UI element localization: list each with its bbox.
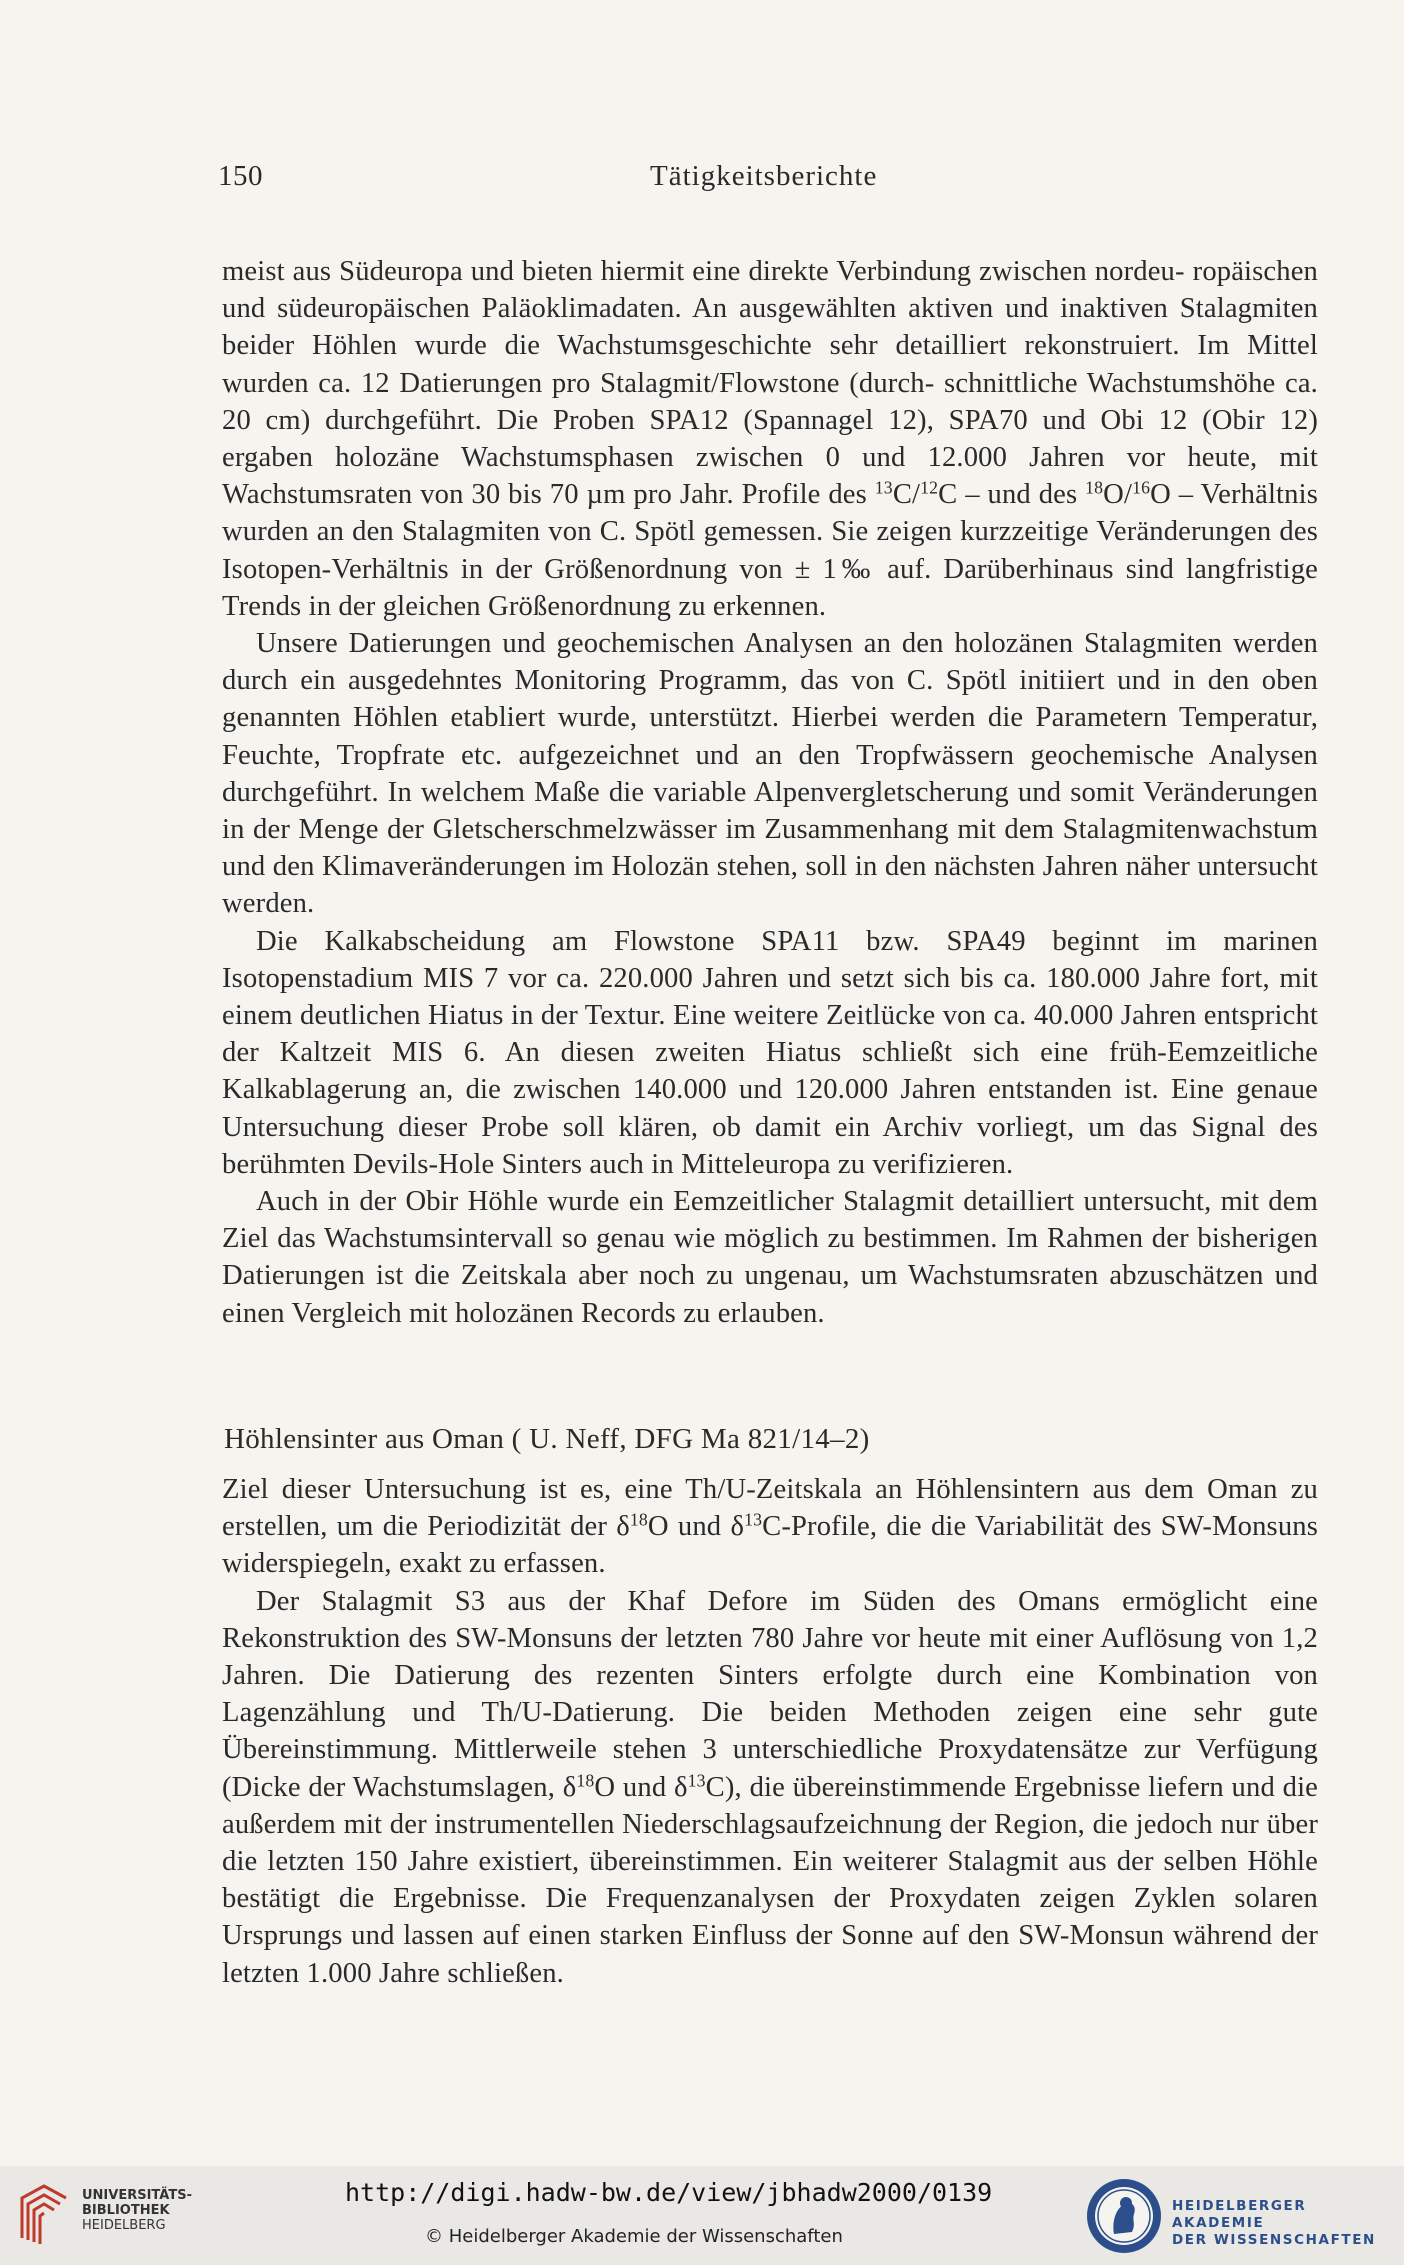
hadw-line-2: DER WISSENSCHAFTEN (1172, 2232, 1376, 2248)
copyright-notice: © Heidelberger Akademie der Wissenschaften (425, 2226, 843, 2247)
p1-line-6: 12), SPA70 und Obi 12 (Obir 12) ergaben holozäne Wachstumsphasen zwischen 0 und (222, 404, 1318, 474)
paragraph-2: Unsere Datierungen und geochemischen Analysen an den holozänen Stalagmiten werden durch ein ausgedehntes Monitoring Programm, das von C. Spötl initiiert und in den oben genannten Höhlen etabliert wurde, unterstützt. Hierbei werden die Parametern Temperatur, Feuchte, Tropfrate etc. aufgezeichnet und an den Tropfwässern geochemische Analysen durchgeführt. In welchem Maße die variable Alpenvergletscherung und somit Veränderungen in der Menge der Gletscherschmelzwässer im Zusammenhang mit dem Stalagmitenwachstum und den Klimaveränderungen im Holozän stehen, soll in den nächsten Jahren näher untersucht werden. (222, 628, 1318, 920)
p5-text-a: Ziel dieser Untersuchung ist es, eine Th/U-Zeitskala an Höhlensintern aus dem Oman zu erstellen, um die Periodizität der δ (222, 1474, 1318, 1543)
p5-text-c: C-Profile, die die Variabilität des SW-Monsuns widerspiegeln, exakt zu erfassen. (222, 1511, 1318, 1580)
ub-line-3: HEIDELBERG (82, 2218, 166, 2233)
paragraph-3: Die Kalkabscheidung am Flowstone SPA11 bzw. SPA49 beginnt im marinen Isotopenstadium MIS 7 vor ca. 220.000 Jahren und setzt sich bis ca. 180.000 Jahre fort, mit einem deutlichen Hiatus in der Textur. Eine weitere Zeitlücke von ca. 40.000 Jahren entspricht der Kaltzeit MIS 6. An diesen zweiten Hiatus schließt sich eine früh-Eemzeitliche Kalkablagerung an, die zwischen 140.000 und 120.000 Jahren entstanden ist. Eine genaue Untersuchung dieser Probe soll klären, ob damit ein Archiv vorliegt, um das Signal des berühmten Devils-Hole Sinters auch in Mitteleuropa zu verifizieren. (222, 925, 1318, 1180)
p5-text-b: O und δ (647, 1511, 745, 1543)
body-section-1 (222, 253, 1318, 1332)
p1-line-4: rekonstruiert. Im Mittel wurden ca. 12 Datierungen pro Stalagmit/Flowstone (durch- (222, 330, 1318, 399)
hadw-line-1: HEIDELBERGER AKADEMIE (1172, 2198, 1307, 2231)
p1-line-5: schnittliche Wachstumshöhe ca. 20 cm) durchgeführt. Die Proben SPA12 (Spannagel (222, 367, 1318, 436)
p1-line-7: 12.000 Jahren vor heute, mit Wachstumsraten von 30 bis 70 µm pro Jahr. Profile des (222, 442, 1318, 511)
paragraph-4: Auch in der Obir Höhle wurde ein Eemzeitlicher Stalagmit detailliert untersucht, mit dem Ziel das Wachstumsintervall so genau wie möglich zu bestimmen. Im Rahmen der bisherigen Datierungen ist die Zeitskala aber noch zu ungenau, um Wachstumsraten abzuschätzen und einen Vergleich mit holozänen Records zu erlauben. (222, 1186, 1318, 1329)
university-library-name (82, 2188, 192, 2233)
isotope-12: 12 (920, 477, 939, 498)
paragraph-6 (222, 1583, 1318, 1992)
p1-line-8d: O – Verhältnis wurden an den Stalagmiten von C. Spötl (222, 479, 1318, 548)
p6-text-a: Der Stalagmit S3 aus der Khaf Defore im Süden des Omans ermöglicht eine Rekonstruktion des SW-Monsuns der letzten 780 Jahre vor heute mit einer Auflösung von 1,2 Jahren. Die Datierung des rezenten Sinters erfolgte durch eine Kombination von Lagenzählung und Th/U-Datierung. Die beiden Methoden zeigen eine sehr gute Übereinstimmung. Mittlerweile stehen 3 unterschiedliche Proxydatensätze zur Verfügung (Dicke der Wachstumslagen, δ (222, 1585, 1318, 1803)
isotope-16: 16 (1132, 477, 1151, 498)
p6-sup-1: 18 (576, 1769, 595, 1790)
p1-line-8c: O/ (1103, 479, 1133, 511)
source-url-link[interactable]: http://digi.hadw-bw.de/view/jbhadw2000/0139 (345, 2178, 993, 2207)
academy-name (1172, 2198, 1404, 2249)
body-section-2 (222, 1471, 1318, 1992)
p6-text-b: O und δ (594, 1771, 688, 1803)
p1-line-8b: C – und des (938, 479, 1086, 511)
paragraph-1 (222, 253, 1318, 625)
p5-sup-2: 13 (744, 1509, 763, 1530)
academy-seal-icon[interactable] (1084, 2176, 1164, 2256)
p6-sup-2: 13 (687, 1769, 706, 1790)
running-title: Tätigkeitsberichte (650, 160, 878, 192)
ub-line-1: UNIVERSITÄTS- (82, 2188, 192, 2203)
p5-sup-1: 18 (629, 1509, 648, 1530)
page-number: 150 (218, 160, 263, 192)
p1-line-8a: C/ (892, 479, 921, 511)
footer-bar (0, 2166, 1404, 2265)
ub-line-2: BIBLIOTHEK (82, 2203, 170, 2218)
p1-tail: gemessen. Sie zeigen kurzzeitige Veränderungen des Isotopen-Verhältnis in der Größenordnung von ± 1‰ auf. Darüberhinaus sind langfristige Trends in der gleichen Größenordnung zu erkennen. (222, 516, 1318, 622)
p1-line-1: meist aus Südeuropa und bieten hiermit eine direkte Verbindung zwischen nordeu- (222, 256, 1185, 287)
isotope-13: 13 (874, 477, 893, 498)
isotope-18: 18 (1085, 477, 1104, 498)
section-heading: Höhlensinter aus Oman ( U. Neff, DFG Ma 821/14–2) (224, 1423, 870, 1455)
p1-line-2: ropäischen und südeuropäischen Paläoklimadaten. An ausgewählten aktiven und (222, 256, 1318, 325)
p6-text-c: C), die übereinstimmende Ergebnisse liefern und die außerdem mit der instrumentellen Niederschlagsaufzeichnung der Region, die jedoch nur über die letzten 150 Jahre existiert, übereinstimmen. Ein weiterer Stalagmit aus der selben Höhle bestätigt die Ergebnisse. Die Frequenzanalysen der Proxydaten zeigen Zyklen solaren Ursprungs und lassen auf einen starken Einfluss der Sonne auf den SW-Monsun während der letzten 1.000 Jahre schließen. (222, 1771, 1319, 1989)
p1-line-3: inaktiven Stalagmiten beider Höhlen wurde die Wachstumsgeschichte sehr detailliert (222, 293, 1318, 362)
university-library-logo[interactable] (14, 2178, 74, 2250)
paragraph-5 (222, 1471, 1318, 1583)
